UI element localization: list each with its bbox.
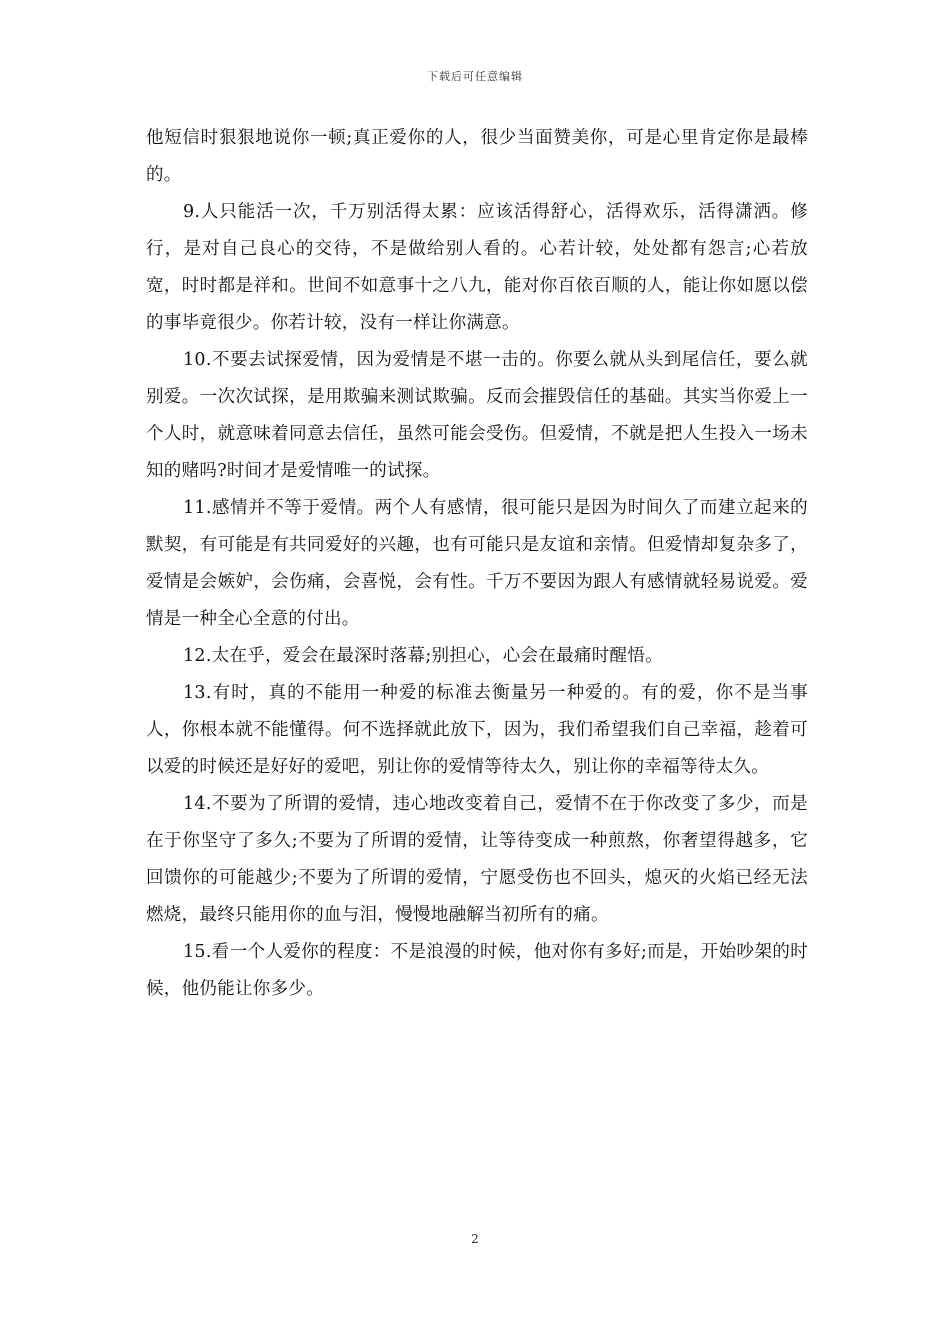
paragraph-12: 12.太在乎，爱会在最深时落幕;别担心，心会在最痛时醒悟。 [183, 646, 663, 666]
paragraph-9: 9.人只能活一次，千万别活得太累：应该活得舒心，活得欢乐，活得潇洒。修行，是对自己良心的交待，不是做给别人看的。心若计较，处处都有怨言;心若放宽，时时都是祥和。世间不如意事十之八九，能对你百依百顺的人，能让你如愿以偿的事毕竟很少。你若计较，没有一样让你满意。 [146, 202, 808, 333]
page-header: 下载后可任意编辑 [427, 70, 523, 83]
document-body [146, 120, 808, 1008]
paragraph-10: 10.不要去试探爱情，因为爱情是不堪一击的。你要么就从头到尾信任，要么就别爱。一次次试探，是用欺骗来测试欺骗。反而会摧毁信任的基础。其实当你爱上一个人时，就意味着同意去信任，虽然可能会受伤。但爱情，不就是把人生投入一场未知的赌吗?时间才是爱情唯一的试探。 [146, 350, 808, 481]
paragraph-13: 13.有时，真的不能用一种爱的标准去衡量另一种爱的。有的爱，你不是当事人，你根本就不能懂得。何不选择就此放下，因为，我们希望我们自己幸福，趁着可以爱的时候还是好好的爱吧，别让你的爱情等待太久，别让你的幸福等待太久。 [146, 683, 808, 777]
paragraph-11: 11.感情并不等于爱情。两个人有感情，很可能只是因为时间久了而建立起来的默契，有可能是有共同爱好的兴趣，也有可能只是友谊和亲情。但爱情却复杂多了，爱情是会嫉妒，会伤痛，会喜悦，会有性。千万不要因为跟人有感情就轻易说爱。爱情是一种全心全意的付出。 [146, 498, 808, 629]
paragraph-14: 14.不要为了所谓的爱情，违心地改变着自己，爱情不在于你改变了多少，而是在于你坚守了多久;不要为了所谓的爱情，让等待变成一种煎熬，你奢望得越多，它回馈你的可能越少;不要为了所谓的爱情，宁愿受伤也不回头，熄灭的火焰已经无法燃烧，最终只能用你的血与泪，慢慢地融解当初所有的痛。 [146, 794, 808, 925]
paragraph-continued: 他短信时狠狠地说你一顿;真正爱你的人，很少当面赞美你，可是心里肯定你是最棒的。 [146, 128, 808, 185]
page-number: 2 [471, 1232, 479, 1246]
paragraph-15: 15.看一个人爱你的程度：不是浪漫的时候，他对你有多好;而是，开始吵架的时候，他仍能让你多少。 [146, 942, 808, 999]
